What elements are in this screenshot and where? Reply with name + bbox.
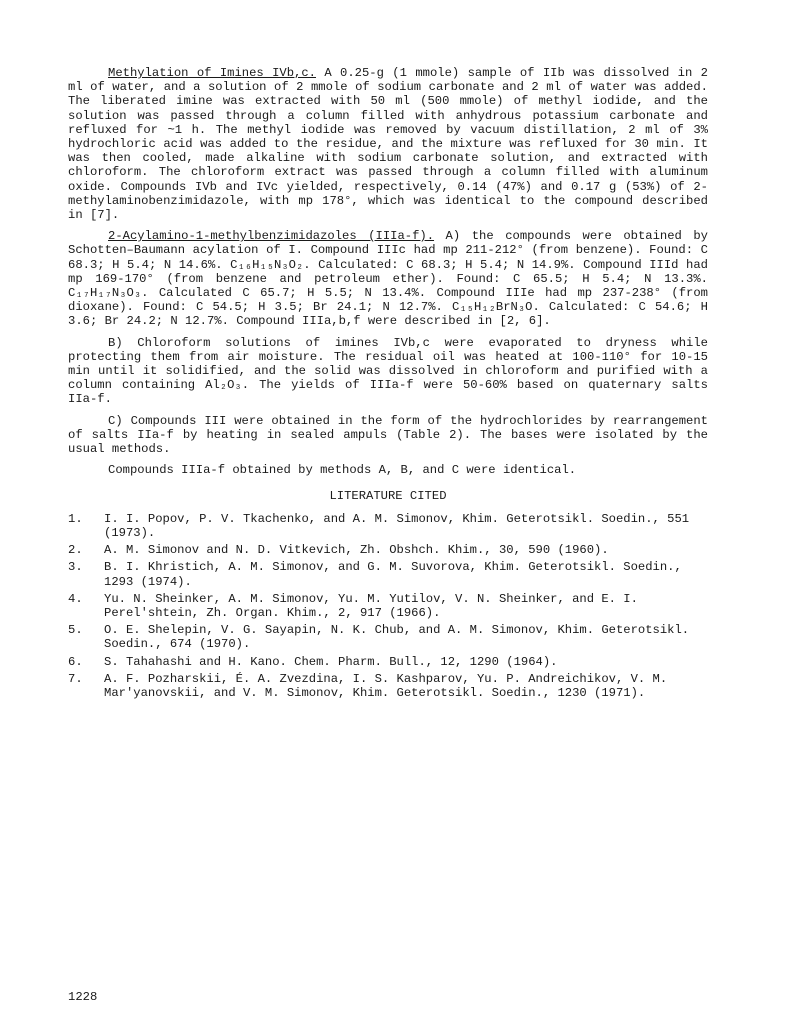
reference-text: O. E. Shelepin, V. G. Sayapin, N. K. Chub, and A. M. Simonov, Khim. Geterotsikl. Soedin., 674 (1970). [104, 623, 690, 652]
document-body [68, 66, 708, 703]
reference-text: B. I. Khristich, A. M. Simonov, and G. M. Suvorova, Khim. Geterotsikl. Soedin., 1293 (1974). [104, 560, 682, 589]
reference-text: I. I. Popov, P. V. Tkachenko, and A. M. Simonov, Khim. Geterotsikl. Soedin., 551 (1973). [104, 511, 690, 540]
paragraph-text: A 0.25-g (1 mmole) sample of IIb was dissolved in 2 ml of water, and a solution of 2 mmole of sodium carbonate and 2 ml of water was added. The liberated imine was extracted with 50 ml (500 mmole) of methyl iodide, and the solution was passed through a column filled with anhydrous potassium carbonate and refluxed for ~1 h. The methyl iodide was removed by vacuum distillation, 2 ml of 3% hydrochloric acid was added to the residue, and the mixture was refluxed for 30 min. It was then cooled, made alkaline with sodium carbonate solution, and extracted with chloroform. The chloroform extract was passed through a column filled with aluminum oxide. Compounds IVb and IVc yielded, respectively, 0.14 (47%) and 0.17 g (53%) of 2-methylaminobenzimidazole, with mp 178°, which was identical to the compound described in [7]. [68, 66, 708, 223]
reference-item [68, 655, 708, 669]
paragraph-identical [68, 463, 708, 477]
reference-number: 6. [68, 654, 83, 669]
reference-item [68, 672, 708, 700]
reference-item [68, 512, 708, 540]
paragraph-method-c [68, 414, 708, 457]
section-heading-methylation: Methylation of Imines IVb,c. [108, 66, 316, 80]
reference-number: 4. [68, 591, 83, 606]
reference-list [68, 512, 708, 700]
page-number: 1228 [68, 990, 98, 1004]
paragraph-text: B) Chloroform solutions of imines IVb,c were evaporated to dryness while protecting them from air moisture. The residual oil was heated at 100-110° for 10-15 min until it solidified, and the solid was dissolved in chloroform and purified with a column containing Al₂O₃. The yields of IIIa-f were 50-60% based on quaternary salts IIa-f. [68, 335, 708, 407]
paragraph-methylation [68, 66, 708, 222]
reference-text: A. F. Pozharskii, É. A. Zvezdina, I. S. Kashparov, Yu. P. Andreichikov, V. M. Mar'yanovskii, and V. M. Simonov, Khim. Geterotsikl. Soedin., 1230 (1971). [104, 671, 668, 700]
paragraph-text: Compounds IIIa-f obtained by methods A, B, and C were identical. [108, 463, 577, 478]
paragraph-text: A) the compounds were obtained by Schotten–Baumann acylation of I. Compound IIIc had mp 211-212° (from benzene). Found: C 68.3; H 5.4; N 14.6%. C₁₆H₁₅N₃O₂. Calculated: C 68.3; H 5.4; N 14.9%. Compound IIId had mp 169-170° (from benzene and petroleum ether). Found: C 65.5; H 5.4; N 13.3%. C₁₇H₁₇N₃O₃. Calculated C 65.7; H 5.5; N 13.4%. Compound IIIe had mp 237-238° (from dioxane). Found: C 54.5; H 3.5; Br 24.1; N 12.7%. C₁₅H₁₂BrN₃O. Calculated: C 54.6; H 3.6; Br 24.2; N 12.7%. Compound IIIa,b,f were described in [2, 6]. [68, 229, 708, 329]
reference-number: 3. [68, 560, 83, 575]
reference-text: Yu. N. Sheinker, A. M. Simonov, Yu. M. Yutilov, V. N. Sheinker, and E. I. Perel'shtein, Zh. Organ. Khim., 2, 917 (1966). [104, 591, 638, 620]
paragraph-text: C) Compounds III were obtained in the form of the hydrochlorides by rearrangement of salts IIa-f by heating in sealed ampuls (Table 2). The bases were isolated by the usual methods. [68, 413, 708, 457]
reference-number: 1. [68, 511, 83, 526]
paragraph-acylamino [68, 229, 708, 328]
reference-text: S. Tahahashi and H. Kano. Chem. Pharm. Bull., 12, 1290 (1964). [104, 654, 558, 669]
reference-number: 7. [68, 671, 83, 686]
reference-number: 2. [68, 543, 83, 558]
reference-item [68, 543, 708, 557]
paragraph-method-b [68, 336, 708, 407]
literature-heading: LITERATURE CITED [329, 489, 447, 504]
reference-item [68, 592, 708, 620]
reference-number: 5. [68, 623, 83, 638]
reference-item [68, 560, 708, 588]
reference-item [68, 623, 708, 651]
section-heading-acylamino: 2-Acylamino-1-methylbenzimidazoles (IIIa-f). [108, 229, 435, 244]
reference-text: A. M. Simonov and N. D. Vitkevich, Zh. Obshch. Khim., 30, 590 (1960). [104, 543, 609, 558]
